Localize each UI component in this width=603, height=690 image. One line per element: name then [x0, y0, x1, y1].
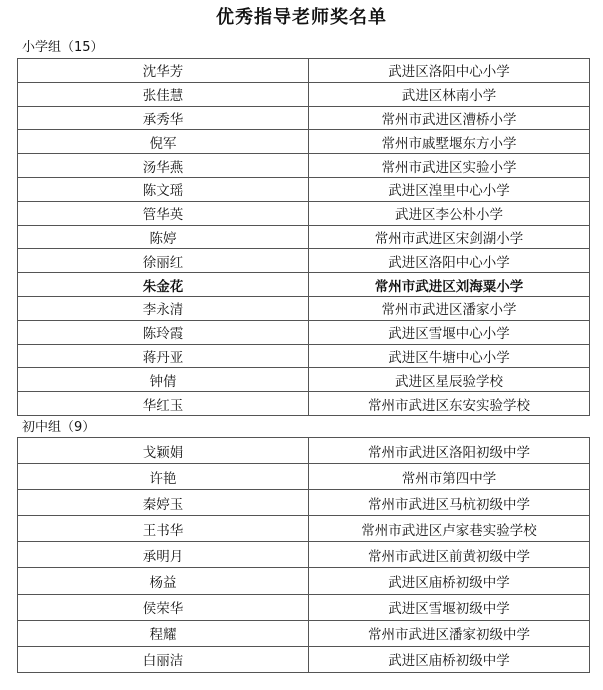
table-row [18, 620, 590, 646]
teacher-name-cell: 杨益 [18, 568, 309, 594]
table-row [18, 568, 590, 594]
school-cell: 常州市武进区潘家初级中学 [309, 620, 590, 646]
school-cell: 武进区庙桥初级中学 [309, 646, 590, 672]
table-row [18, 201, 590, 225]
teacher-name-cell: 倪军 [18, 130, 309, 154]
table-row [18, 464, 590, 490]
school-cell: 武进区洛阳中心小学 [309, 59, 590, 83]
teacher-name-cell: 华红玉 [18, 392, 309, 416]
table-row [18, 154, 590, 178]
teacher-name-cell: 汤华燕 [18, 154, 309, 178]
teacher-name-cell: 侯荣华 [18, 594, 309, 620]
table-row [18, 392, 590, 416]
teacher-name-cell: 戈颖娟 [18, 438, 309, 464]
school-cell: 常州市戚墅堰东方小学 [309, 130, 590, 154]
teacher-name-cell: 管华英 [18, 201, 309, 225]
table-row [18, 249, 590, 273]
school-cell: 常州市武进区漕桥小学 [309, 106, 590, 130]
school-cell: 常州市第四中学 [309, 464, 590, 490]
table-row [18, 490, 590, 516]
table-row [18, 438, 590, 464]
teacher-name-cell: 张佳慧 [18, 82, 309, 106]
teacher-name-cell: 承明月 [18, 542, 309, 568]
teacher-name-cell: 徐丽红 [18, 249, 309, 273]
table-row [18, 368, 590, 392]
school-cell: 武进区林南小学 [309, 82, 590, 106]
teacher-name-cell: 陈婷 [18, 225, 309, 249]
school-cell: 武进区洛阳中心小学 [309, 249, 590, 273]
school-cell: 常州市武进区刘海粟小学 [309, 273, 590, 297]
school-cell: 常州市武进区潘家小学 [309, 296, 590, 320]
school-cell: 武进区雪堰初级中学 [309, 594, 590, 620]
table-row [18, 542, 590, 568]
teacher-name-cell: 承秀华 [18, 106, 309, 130]
teacher-name-cell: 陈玲霞 [18, 320, 309, 344]
school-cell: 武进区湟里中心小学 [309, 177, 590, 201]
page-title: 优秀指导老师奖名单 [216, 7, 387, 28]
teacher-name-cell: 程耀 [18, 620, 309, 646]
table-row [18, 594, 590, 620]
teacher-name-cell: 沈华芳 [18, 59, 309, 83]
teacher-name-cell: 秦婷玉 [18, 490, 309, 516]
teacher-name-cell: 蒋丹亚 [18, 344, 309, 368]
group-label-primary: 小学组（15） [22, 40, 104, 55]
table-row [18, 273, 590, 297]
school-cell: 武进区牛塘中心小学 [309, 344, 590, 368]
teacher-name-cell: 陈文瑶 [18, 177, 309, 201]
primary-school-table [17, 58, 590, 416]
school-cell: 常州市武进区前黄初级中学 [309, 542, 590, 568]
school-cell: 常州市武进区卢家巷实验学校 [309, 516, 590, 542]
teacher-name-cell: 李永清 [18, 296, 309, 320]
table-row [18, 646, 590, 672]
school-cell: 常州市武进区宋剑湖小学 [309, 225, 590, 249]
teacher-name-cell: 钟倩 [18, 368, 309, 392]
teacher-name-cell: 白丽洁 [18, 646, 309, 672]
school-cell: 常州市武进区实验小学 [309, 154, 590, 178]
table-row [18, 344, 590, 368]
school-cell: 常州市武进区洛阳初级中学 [309, 438, 590, 464]
teacher-name-cell: 许艳 [18, 464, 309, 490]
school-cell: 武进区雪堰中心小学 [309, 320, 590, 344]
teacher-name-cell: 朱金花 [18, 273, 309, 297]
teacher-name-cell: 王书华 [18, 516, 309, 542]
table-row [18, 82, 590, 106]
school-cell: 常州市武进区东安实验学校 [309, 392, 590, 416]
table-row [18, 516, 590, 542]
table-row [18, 296, 590, 320]
group-label-middle: 初中组（9） [22, 420, 96, 435]
school-cell: 常州市武进区马杭初级中学 [309, 490, 590, 516]
school-cell: 武进区庙桥初级中学 [309, 568, 590, 594]
table-row [18, 59, 590, 83]
table-row [18, 130, 590, 154]
table-row [18, 177, 590, 201]
school-cell: 武进区星辰验学校 [309, 368, 590, 392]
table-row [18, 320, 590, 344]
table-row [18, 106, 590, 130]
table-row [18, 225, 590, 249]
middle-school-table [17, 437, 590, 673]
school-cell: 武进区李公朴小学 [309, 201, 590, 225]
